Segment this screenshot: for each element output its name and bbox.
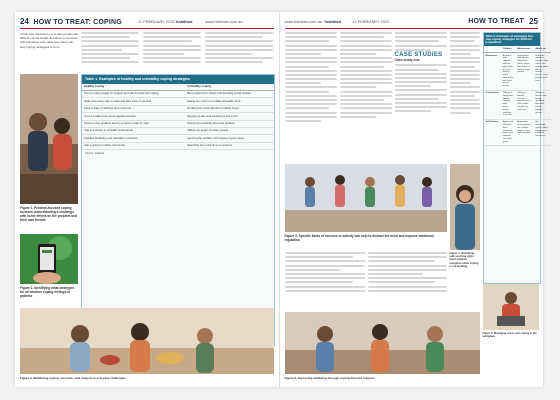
table1-header-unhealthy: Unhealthy coping xyxy=(185,84,274,91)
header-date: 11 FEBRUARY 2022 xyxy=(352,19,390,24)
table-cell: Being apart from others and avoiding social contact xyxy=(185,90,274,97)
table-cell: Practise breathing and relaxation exercises xyxy=(82,135,185,142)
table-cell: Focus on the problem and try to solve it step by step xyxy=(82,120,185,127)
table-cell: Staying up late and sleeping in too much xyxy=(185,113,274,120)
body-column-lower-2 xyxy=(368,252,447,312)
table-cell: Eating too much or too little unhealthy food xyxy=(185,98,274,105)
table1-source: Source: adapted xyxy=(85,152,105,156)
body-column-4 xyxy=(450,32,480,162)
right-page-header xyxy=(285,17,539,27)
table-cell: Connections xyxy=(484,90,501,119)
table2-title: Table 2. Examples of managing four-step coping strategies for different populations xyxy=(484,33,540,46)
table-cell: Ignoring the problem and hoping it goes away xyxy=(185,135,274,142)
body-column-2 xyxy=(340,32,392,162)
body-column-1 xyxy=(285,32,337,162)
table-cell: Self-efficacy xyxy=(484,119,501,145)
left-page-header xyxy=(20,17,274,27)
table-row xyxy=(82,113,274,120)
header-site: www.hdnews.com.au xyxy=(284,19,323,24)
figure1-photo xyxy=(20,74,78,204)
table-cell: Spend time with friends; help make plans; sports and physical activity; keep a diary xyxy=(515,53,533,91)
table-cell: Talk to a doctor or a health professional xyxy=(82,127,185,134)
table2 xyxy=(483,32,549,284)
table-row xyxy=(82,98,274,105)
table2-grid xyxy=(484,46,551,146)
figure4-photo xyxy=(450,164,480,250)
section-title: HOW TO TREAT xyxy=(468,18,524,25)
table1-title: Table 1. Examples of healthy and unhealthy coping strategies xyxy=(82,75,274,84)
table-row xyxy=(82,127,274,134)
table-cell: Spending too much time on screens xyxy=(185,142,274,149)
table-row xyxy=(82,90,274,97)
table-row xyxy=(82,142,274,149)
table-cell: Appreciate what has been achieved; praise and rewards; set small goals xyxy=(501,119,515,145)
table-cell: Drinking too much alcohol or taking drugs xyxy=(185,105,274,112)
figure2-photo xyxy=(20,234,78,284)
body-column-3 xyxy=(395,32,447,162)
header-rule xyxy=(285,28,539,29)
table-row xyxy=(82,135,274,142)
bottom-caption: Figure 3. Mobilising coping resources and support in everyday challenges xyxy=(20,376,126,380)
figure4-caption: Figure 4. Identifying early warning signs helps patients recognise when coping is not working xyxy=(449,252,479,268)
section-title: HOW TO TREAT: COPING xyxy=(33,19,122,26)
table-cell: Make time every day to relax and take care of yourself xyxy=(82,98,185,105)
table-row xyxy=(484,53,551,91)
body-column-3 xyxy=(205,32,273,70)
left-page xyxy=(15,12,280,387)
figure3-caption: Figure 3. Specific kinds of exercise or activity can help to distract the mind and improve emotional regulation xyxy=(284,234,434,242)
table1-header-healthy: Healthy coping xyxy=(82,84,185,91)
case-studies-heading: CASE STUDIES xyxy=(394,51,443,58)
table-row xyxy=(82,120,274,127)
right-page xyxy=(280,12,549,387)
header-rule xyxy=(20,28,274,29)
table-row xyxy=(484,119,551,145)
header-brand: healthed xyxy=(176,19,193,24)
table2-header: Children xyxy=(501,46,515,52)
figure3-photo xyxy=(285,164,447,232)
table-row xyxy=(484,90,551,119)
figure2-caption: Figure 2. Identifying what strategies for all emotion coping feelings of patients xyxy=(20,286,75,298)
header-brand: healthed xyxy=(324,19,341,24)
body-column-lower-1 xyxy=(285,252,365,312)
table-cell: Behaviours xyxy=(484,53,501,91)
magazine-spread xyxy=(15,12,549,387)
table2-header: Adults etc xyxy=(533,46,550,52)
table-cell: Appreciate achievements; set realistic targets; learn from mistakes xyxy=(515,119,533,145)
header-date: 11 FEBRUARY 2022 xyxy=(138,19,175,24)
table-cell: Talking to friends and family; spending time with partner; support groups xyxy=(533,90,550,119)
case-study-subheading: Case study one xyxy=(394,58,420,63)
page-number: 24 xyxy=(20,17,29,26)
table-cell: Talking to family and friends; engage with peers; group activities at school xyxy=(501,90,515,119)
header-site: www.hdnews.com.au xyxy=(205,19,243,24)
table2-header: Adolescents xyxy=(515,46,533,52)
figure6-photo xyxy=(285,312,480,374)
table-cell: Worrying constantly about the problem xyxy=(185,120,274,127)
table1 xyxy=(81,74,275,346)
table-cell: Taking out anger on other people xyxy=(185,127,274,134)
intro-text: I think how important it is to ask people with difficult mental health disorders to introduce with behaviour and make sure there will help coping strategies to form. xyxy=(20,32,78,49)
page-number: 25 xyxy=(529,17,538,26)
table-cell: Join a group or online community xyxy=(82,142,185,149)
table-cell: Talking to friends; sharing worries; join a club; online community with care xyxy=(515,90,533,119)
body-column-1 xyxy=(81,32,139,70)
table-cell: Go for a walk or do some regular exercise xyxy=(82,113,185,120)
table-cell: Set achievable goals; reflect on progress; celebrate successes xyxy=(533,119,550,145)
figure5-photo xyxy=(483,284,539,330)
figure1-caption: Figure 1. Problem-focused coping involves understanding a challenge with lower efforts on the problem and their own friends xyxy=(20,206,77,222)
figure3-bottom-photo xyxy=(20,308,274,374)
table-cell: Turn to other people for support and ask for help with coping xyxy=(82,90,185,97)
table1-grid xyxy=(82,84,274,151)
figure5-caption: Figure 5. Managing stress and coping in the workplace xyxy=(482,332,537,339)
body-column-2 xyxy=(143,32,201,70)
table-cell: Keep a diary of feelings and concerns xyxy=(82,105,185,112)
table-cell: Schedule activities; exercise and relax; time management; talk to a trusted person; seek professional help xyxy=(533,53,550,91)
figure6-caption: Figure 6. Improving wellbeing through coping-focused support xyxy=(284,376,375,380)
table-cell: Activities with support and fun play; letter for each feeling word; write down and read; parent praise xyxy=(501,53,515,91)
table-row xyxy=(82,105,274,112)
